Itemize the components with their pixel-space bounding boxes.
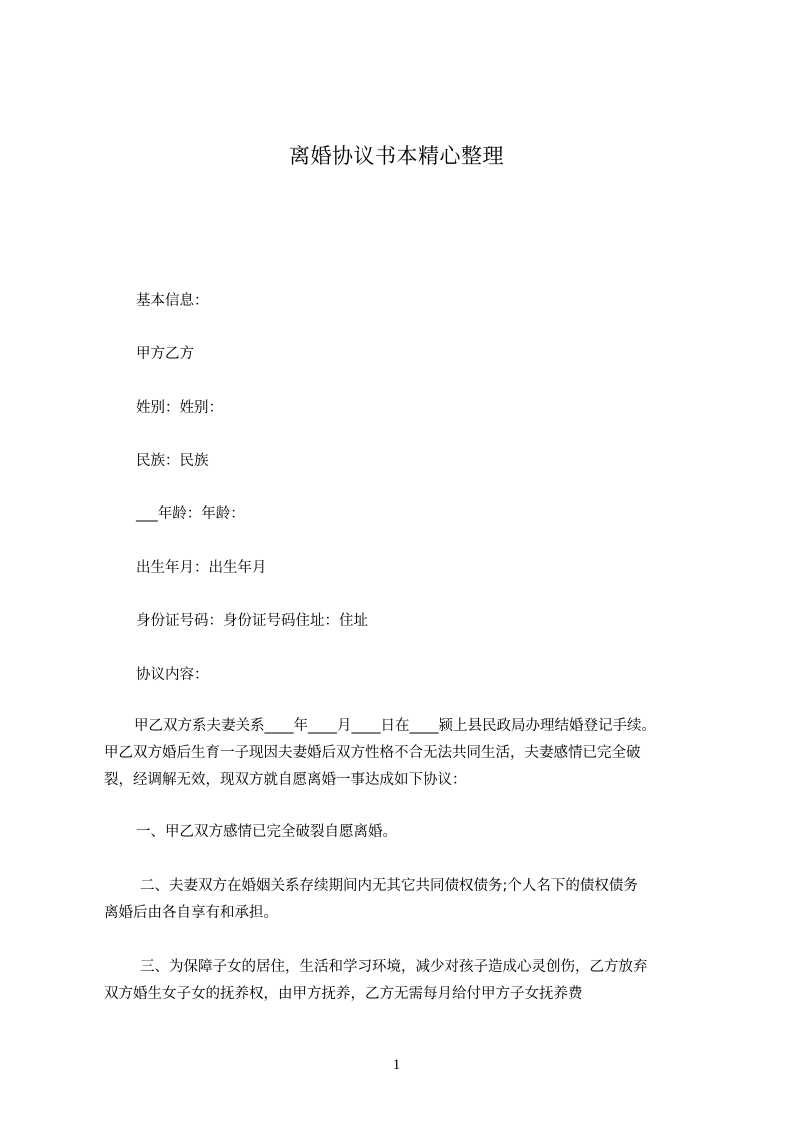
paragraph-line: 甲乙双方婚后生育一子现因夫妻婚后双方性格不合无法共同生活，夫妻感情已完全破: [104, 745, 641, 761]
paragraph-line: 二、夫妻双方在婚姻关系存续期间内无其它共同债权债务;个人名下的债权债务: [140, 878, 638, 894]
field-gender: 姓别：姓别：: [136, 400, 223, 416]
field-id-address: 身份证号码：身份证号码住址：住址: [136, 613, 368, 629]
paragraph-marriage-info: [104, 713, 704, 794]
field-agreement-content: 协议内容：: [136, 667, 209, 683]
paragraph-line: 双方婚生女子女的抚养权，由甲方抚养，乙方无需每月给付甲方子女抚养费: [104, 986, 583, 1002]
paragraph-line: 裂，经调解无效，现双方就自愿离婚一事达成如下协议：: [104, 772, 467, 788]
field-ethnicity: 民族：民族: [136, 453, 209, 469]
paragraph-line: 三、为保障子女的居住，生活和学习环境，减少对孩子造成心灵创伤，乙方放弃: [140, 959, 648, 975]
clause-one: 一、甲乙双方感情已完全破裂自愿离婚。: [136, 824, 397, 840]
field-age: ___年龄：年龄：: [136, 506, 245, 522]
document-title: 离婚协议书本精心整理: [289, 144, 504, 168]
clause-three: [104, 954, 704, 1008]
paragraph-line: 甲乙双方系夫妻关系____年____月____日在____颍上县民政局办理结婚登记手续。: [134, 718, 656, 734]
page-number: 1: [392, 1057, 401, 1073]
clause-two: [104, 873, 704, 927]
paragraph-line: 离婚后由各自享有和承担。: [104, 905, 278, 921]
field-birth-date: 出生年月：出生年月: [136, 560, 267, 576]
field-parties: 甲方乙方: [136, 346, 194, 362]
field-basic-info: 基本信息：: [136, 293, 209, 309]
